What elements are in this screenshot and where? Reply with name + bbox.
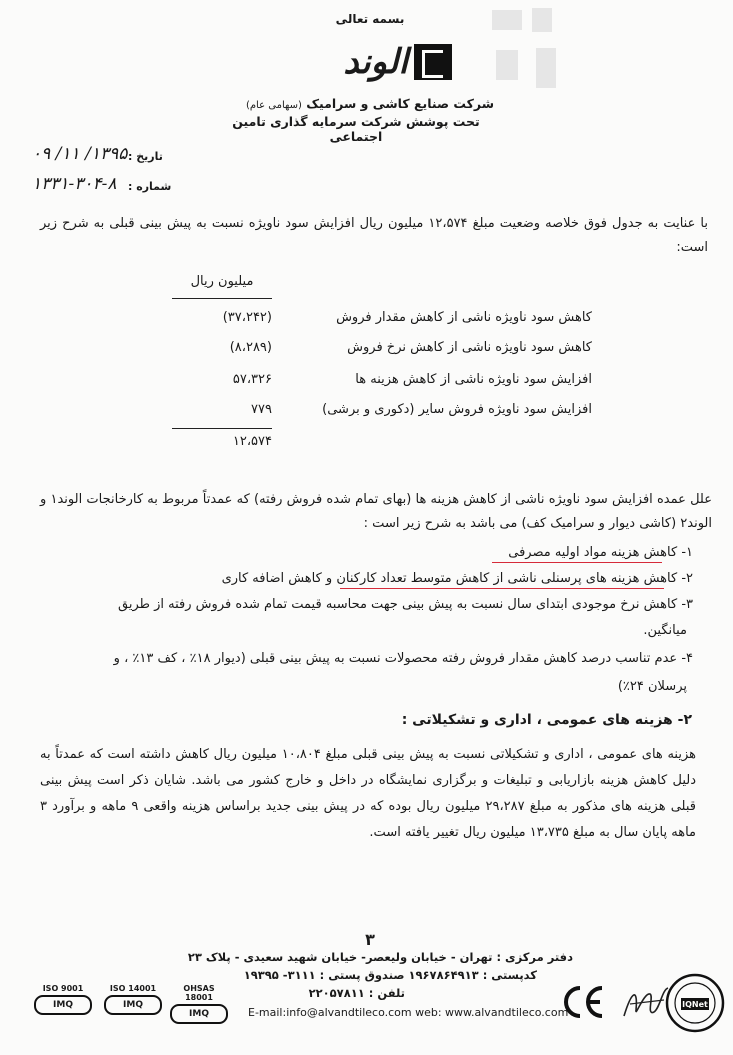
imq-mark: IMQ [170,1004,228,1024]
intro-paragraph: با عنایت به جدول فوق خلاصه وضعیت مبلغ ۱۲،۵۷۴ میلیون ریال افزایش سود ناویژه نسبت به پیش بینی قبلی به شرح زیر است: [40,216,708,255]
iso9001-badge [34,984,92,1015]
logo-text: الوند [343,42,408,82]
reason-item-3 [53,592,693,618]
company-name [240,96,500,111]
date-value: ۱۳۹۵/ ۱۱/ ۰۹ [32,144,128,164]
footer-address: دفتر مرکزی : تهران - خیابان ولیعصر- خیابان شهید سعیدی - پلاک ۲۳ [187,950,573,964]
red-underline [340,588,664,589]
table-total: ۱۲،۵۷۴ [232,434,272,449]
page-number: ۳ [365,930,375,949]
company-type: (سهامی عام) [245,100,302,111]
row-value: ۷۷۹ [251,402,272,417]
table-sum-rule [172,428,272,429]
footer-phone: تلفن : ۲۲۰۵۷۸۱۱ [308,986,405,1000]
reason-item-4-continuation: پرسلان ۲۴٪) [617,679,687,694]
company-logo [284,40,464,84]
cert-caption: ISO 9001 [42,984,84,993]
cert-caption: ISO 14001 [109,984,157,993]
cert-caption: OHSAS 18001 [183,984,215,1002]
ce-mark-icon [560,982,606,1022]
section2-body: هزینه های عمومی ، اداری و تشکیلاتی نسبت به پیش بینی قبلی مبلغ ۱۰،۸۰۴ میلیون ریال کاهش داشته است که عمدتاً به دلیل کاهش هزینه بازاریابی و تبلیغات و برگزاری نمایشگاه در داخل و خارج کشور می باشد. شایان ذکر است پیش بینی قبلی هزینه های مذکور به مبلغ ۲۹،۲۸۷ میلیون ریال بوده که در پیش بینی جدید براساس هزینه واقعی ۹ ماهه و برآورد ۳ ماهه پایان سال به مبلغ ۱۳،۷۳۵ میلیون ریال تغییر یافته است. [40,747,697,840]
table-row [172,372,592,396]
table-unit-header: میلیون ریال [190,274,254,289]
row-value: ۵۷،۳۲۶ [232,372,272,387]
number-value: ۱۳۳۱-۳۰۴-۸ [32,174,117,194]
footer-email-web: E-mail:info@alvandtileco.com web: www.alvandtileco.com [248,1006,569,1019]
number-label: شماره : [128,180,172,193]
reason-item-3-continuation: میانگین. [643,623,687,638]
reasons-intro: علل عمده افزایش سود ناویژه ناشی از کاهش هزینه ها (بهای تمام شده فروش رفته) که عمدتاً مربوط به کارخانجات الوند۱ و الوند۲ (کاشی دیوار و سرامیک کف) می باشد به شرح زیر است : [40,492,712,531]
footer-postal: کدپستی : ۱۹۶۷۸۶۴۹۱۳ صندوق پستی : ۳۱۱۱- ۱۹۳۹۵ [243,968,537,982]
scan-artifact [452,0,572,110]
ohsas18001-badge [170,984,228,1024]
row-label: کاهش سود ناویژه ناشی از کاهش مقدار فروش [336,310,592,325]
table-row [172,310,592,334]
reason-text: کاهش نرخ موجودی ابتدای سال نسبت به پیش بینی جهت محاسبه قیمت تمام شده فروش رفته از طریق [118,597,678,612]
row-label: کاهش سود ناویژه ناشی از کاهش نرخ فروش [347,340,592,355]
reason-number: ۴- [681,651,693,666]
row-label: افزایش سود ناویژه فروش سایر (دکوری و برشی) [322,402,592,417]
reason-text: کاهش هزینه مواد اولیه مصرفی [508,545,678,560]
iso14001-badge [104,984,162,1015]
iqnet-text: IQNet [682,1000,708,1009]
table-row [172,340,592,364]
imq-mark: IMQ [104,995,162,1015]
reason-text: کاهش هزینه های پرسنلی ناشی از کاهش متوسط تعداد کارکنان و کاهش اضافه کاری [221,571,678,586]
row-value: (۸،۲۸۹) [229,340,272,355]
reason-number: ۲- [681,571,693,586]
reason-text: عدم تناسب درصد کاهش مقدار فروش رفته محصولات نسبت به پیش بینی قبلی (دیوار ۱۸٪ ، کف ۱۳٪ ، و [113,651,678,666]
date-label: تاریخ : [128,150,163,163]
red-underline [492,562,662,563]
bismillah: بسمه تعالی [335,12,405,26]
company-name-text: شرکت صنایع کاشی و سرامیک [306,96,495,111]
table-header-rule [172,298,272,299]
row-label: افزایش سود ناویژه ناشی از کاهش هزینه ها [355,372,592,387]
row-value: (۳۷،۲۴۲) [222,310,272,325]
table-row [172,402,592,426]
logo-door-icon [414,44,452,80]
subsidiary-line: تحت پوشش شرکت سرمایه گذاری تامین اجتماعی [232,114,480,144]
reason-number: ۱- [681,545,693,560]
reason-item-4 [53,646,693,672]
reason-number: ۳- [681,597,693,612]
imq-mark: IMQ [34,995,92,1015]
certified-iqnet-stamp [664,972,726,1034]
section2-title: ۲- هزینه های عمومی ، اداری و تشکیلاتی : [401,712,692,728]
